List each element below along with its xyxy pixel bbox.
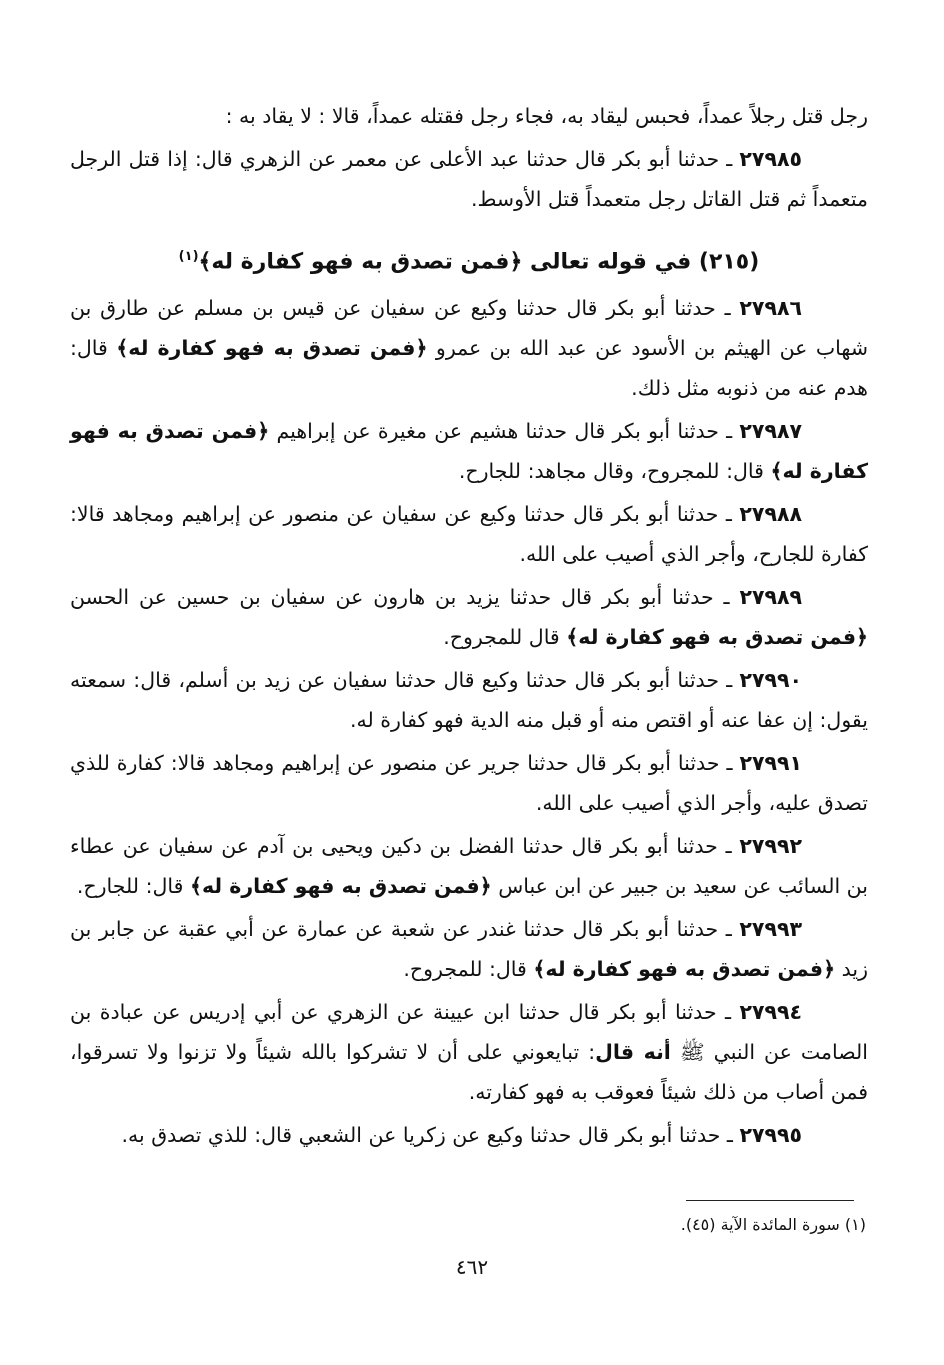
hadith-entry-27991 [70, 743, 868, 823]
hadith-text: ـ حدثنا أبو بكر قال حدثنا وكيع عن زكريا عن الشعبي قال: للذي تصدق به. [121, 1123, 733, 1148]
hadith-text: ـ حدثنا أبو بكر قال حدثنا ابن عيينة عن الزهري عن أبي إدريس عن عبادة بن الصامت عن النبي ﷺ [70, 1000, 868, 1065]
quran-quote: ﴿فمن تصدق به فهو كفارة له﴾ [116, 336, 428, 361]
hadith-entry-27993 [70, 909, 868, 989]
quran-quote: ﴿فمن تصدق به فهو كفارة له﴾ [566, 625, 868, 650]
hadith-number: ٢٧٩٩٤ [739, 1000, 802, 1025]
hadith-text: ـ حدثنا أبو بكر قال حدثنا وكيع عن سفيان عن منصور عن إبراهيم ومجاهد قالا: كفارة للجارح، وأجر الذي أصيب على الله. [70, 502, 868, 567]
hadith-number: ٢٧٩٩١ [739, 751, 802, 776]
section-heading [70, 237, 868, 282]
hadith-text: ـ حدثنا أبو بكر قال حدثنا يزيد بن هارون عن سفيان بن حسين عن الحسن [70, 585, 730, 610]
page-number [0, 1252, 944, 1282]
quran-quote: ﴿فمن تصدق به فهو كفارة له﴾ [189, 874, 492, 899]
hadith-text: ـ حدثنا أبو بكر قال حدثنا وكيع قال حدثنا سفيان عن زيد بن أسلم، قال: سمعته يقول: إن عفا عنه أو اقتص منه أو قبل منه الدية فهو كفارة له. [70, 668, 868, 733]
bold-phrase: أنه قال [595, 1040, 671, 1065]
hadith-text: ـ حدثنا أبو بكر قال حدثنا الفضل بن دكين ويحيى بن آدم عن سفيان عن عطاء بن السائب عن سعيد بن جبير عن ابن عباس [70, 834, 868, 899]
hadith-number: ٢٧٩٨٦ [739, 296, 802, 321]
hadith-text-end: قال: للجارح. [76, 874, 190, 899]
footnote-divider [686, 1200, 854, 1201]
section-heading-text: (٢١٥) في قوله تعالى ﴿فمن تصدق به فهو كفارة له﴾ [198, 249, 760, 275]
hadith-entry-27992 [70, 826, 868, 906]
footnote [366, 1212, 866, 1238]
quran-quote: ﴿فمن تصدق به فهو كفارة له﴾ [70, 419, 868, 484]
hadith-text-end: قال: هدم عنه من ذنوبه مثل ذلك. [70, 336, 868, 401]
hadith-number: ٢٧٩٨٨ [739, 502, 802, 527]
hadith-text-end: : تبايعوني على أن لا تشركوا بالله شيئاً ولا تزنوا ولا تسرقوا، فمن أصاب من ذلك شيئاً فعوقب به فهو كفارته. [70, 1040, 868, 1105]
page-body [70, 96, 868, 1158]
hadith-number: ٢٧٩٨٥ [739, 147, 802, 171]
hadith-text: ـ حدثنا أبو بكر قال حدثنا غندر عن شعبة عن عمارة عن أبي عقبة عن جابر بن زيد [70, 917, 868, 982]
hadith-entry-27990 [70, 660, 868, 740]
hadith-number: ٢٧٩٩٣ [739, 917, 802, 942]
hadith-entry-27985 [70, 139, 868, 219]
page-number-text: ٤٦٢ [455, 1255, 489, 1279]
hadith-number: ٢٧٩٨٧ [739, 419, 802, 444]
quran-quote: ﴿فمن تصدق به فهو كفارة له﴾ [533, 957, 836, 982]
hadith-text-end: قال: للمجروح، وقال مجاهد: للجارح. [458, 459, 771, 484]
hadith-text: ـ حدثنا أبو بكر قال حدثنا جرير عن منصور عن إبراهيم ومجاهد قالا: كفارة للذي تصدق عليه، وأجر الذي أصيب على الله. [70, 751, 868, 816]
hadith-entry-27986 [70, 288, 868, 408]
hadith-number: ٢٧٩٩٥ [739, 1123, 802, 1148]
footnote-text: (١) سورة المائدة الآية (٤٥). [680, 1215, 866, 1234]
hadith-text: ـ حدثنا أبو بكر قال حدثنا عبد الأعلى عن معمر عن الزهري قال: إذا قتل الرجل متعمداً ثم قتل القاتل رجل متعمداً قتل الأوسط. [70, 147, 868, 211]
hadith-text: ـ حدثنا أبو بكر قال حدثنا وكيع عن سفيان عن قيس بن مسلم عن طارق بن شهاب عن الهيثم بن الأسود عن عبد الله بن عمرو [70, 296, 868, 361]
hadith-number: ٢٧٩٩٢ [739, 834, 802, 859]
hadith-entry-27995 [70, 1115, 868, 1155]
hadith-entry-27989 [70, 577, 868, 657]
hadith-text: ـ حدثنا أبو بكر قال حدثنا هشيم عن مغيرة عن إبراهيم [269, 419, 733, 444]
hadith-number: ٢٧٩٨٩ [739, 585, 802, 610]
hadith-entry-27994 [70, 992, 868, 1112]
continuation-text: رجل قتل رجلاً عمداً، فحبس ليقاد به، فجاء رجل فقتله عمداً، قالا : لا يقاد به : [225, 104, 868, 128]
hadith-entry-27988 [70, 494, 868, 574]
footnote-reference[interactable]: (١) [178, 249, 199, 264]
hadith-text-end: قال: للمجروح. [403, 957, 534, 982]
hadith-text-end: قال للمجروح. [443, 625, 567, 650]
hadith-number: ٢٧٩٩٠ [739, 668, 802, 693]
hadith-entry-27987 [70, 411, 868, 491]
continuation-line [70, 96, 868, 136]
